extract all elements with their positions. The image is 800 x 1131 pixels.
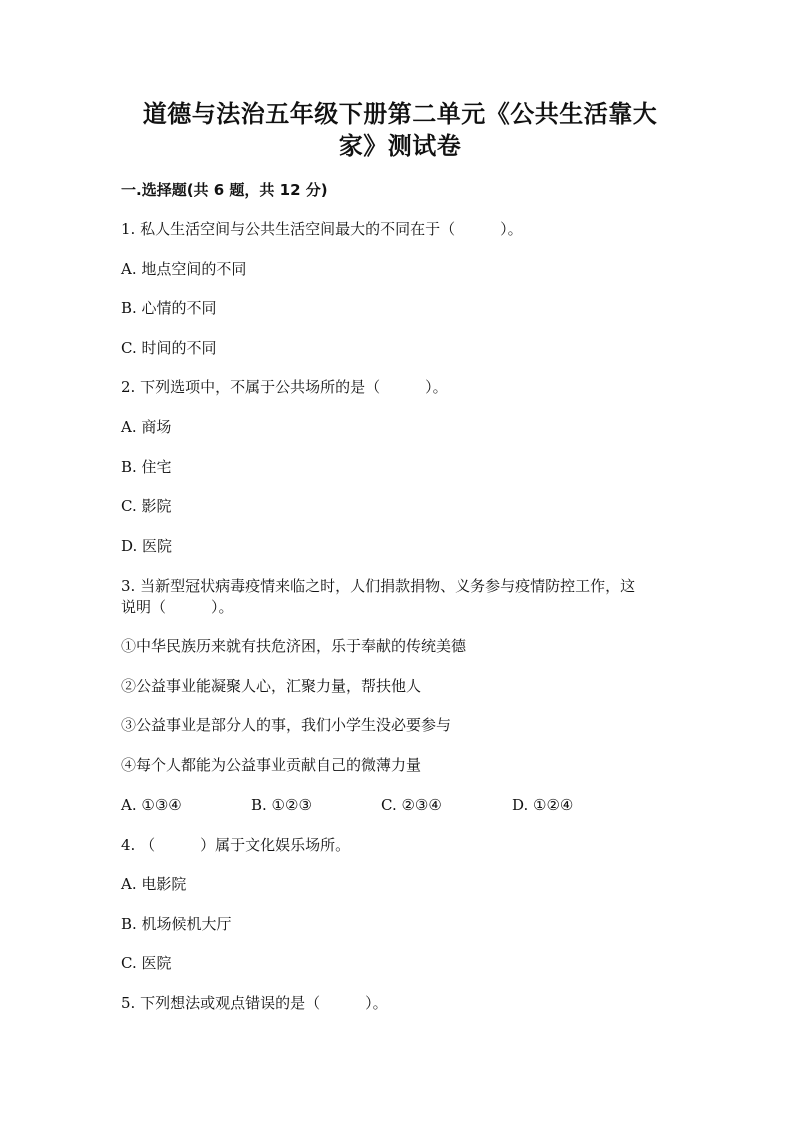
question-3-option-d: D. ①②④ [512,796,574,814]
question-2-option-a: A. 商场 [121,418,172,436]
title-line-2: 家》测试卷 [338,132,462,160]
question-3-stem-line-2: 说明（ ）。 [121,598,234,616]
question-3-option-a: A. ①③④ [121,796,182,814]
question-4-option-a: A. 电影院 [121,875,187,893]
question-2-option-c: C. 影院 [121,497,172,515]
question-3-statement-1: ①中华民族历来就有扶危济困，乐于奉献的传统美德 [121,637,467,655]
question-5-stem: 5. 下列想法或观点错误的是（ ）。 [121,994,388,1012]
question-2-option-d: D. 医院 [121,537,173,555]
section-heading: 一.选择题(共 6 题，共 12 分) [121,181,328,199]
question-1-option-b: B. 心情的不同 [121,299,217,317]
question-1-stem: 1. 私人生活空间与公共生活空间最大的不同在于（ ）。 [121,220,523,238]
question-3-statement-4: ④每个人都能为公益事业贡献自己的微薄力量 [121,756,422,774]
question-1-option-a: A. 地点空间的不同 [121,260,247,278]
question-4-stem: 4. （ ）属于文化娱乐场所。 [121,836,351,854]
question-1-option-c: C. 时间的不同 [121,339,217,357]
question-3-statement-2: ②公益事业能凝聚人心，汇聚力量，帮扶他人 [121,677,422,695]
question-3-option-c: C. ②③④ [381,796,442,814]
question-4-option-c: C. 医院 [121,954,172,972]
question-3-statement-3: ③公益事业是部分人的事，我们小学生没必要参与 [121,716,452,734]
title-line-1: 道德与法治五年级下册第二单元《公共生活靠大 [142,100,658,128]
question-4-option-b: B. 机场候机大厅 [121,915,232,933]
question-3-option-b: B. ①②③ [251,796,312,814]
question-2-stem: 2. 下列选项中，不属于公共场所的是（ ）。 [121,378,448,396]
question-3-stem-line-1: 3. 当新型冠状病毒疫情来临之时，人们捐款捐物、义务参与疫情防控工作，这 [121,577,636,595]
question-2-option-b: B. 住宅 [121,458,172,476]
